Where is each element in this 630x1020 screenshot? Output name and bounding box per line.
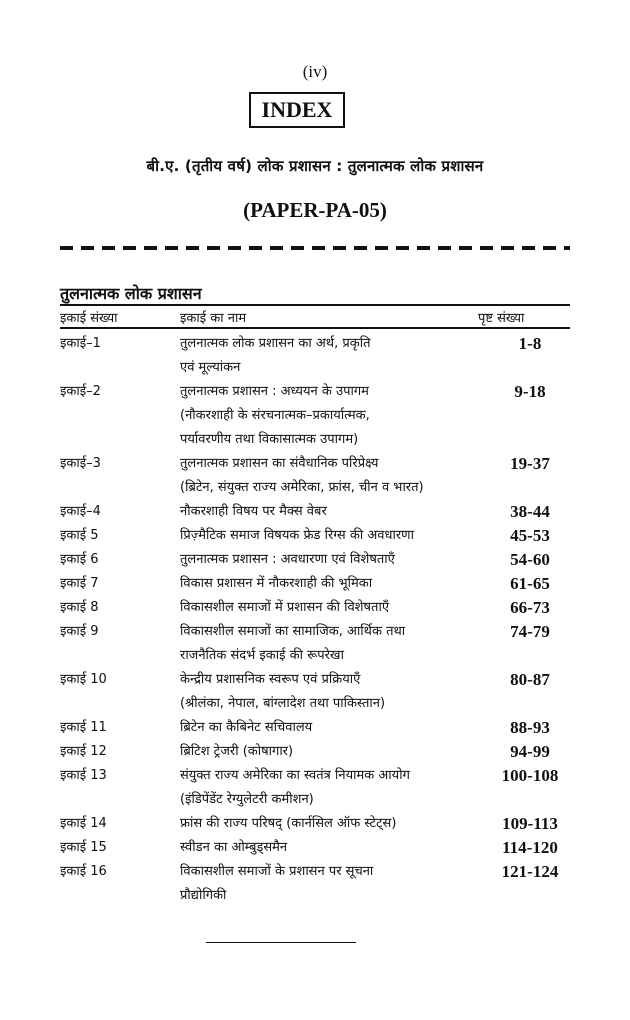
unit-title [180,452,490,500]
unit-number: इकाई 9 [60,624,99,639]
table-row [60,380,570,452]
unit-title-line: (ब्रिटेन, संयुक्त राज्य अमेरिका, फ्रांस, चीन व भारत) [180,480,424,495]
page-range: 19-37 [510,454,550,473]
unit-title-line: तुलनात्मक प्रशासन : अध्ययन के उपागम [180,384,369,399]
table-row [60,668,570,716]
unit-number: इकाई 16 [60,864,107,879]
table-row [60,740,570,764]
unit-title-line: तुलनात्मक प्रशासन : अवधारणा एवं विशेषताएँ [180,552,395,567]
footer-rule [206,942,356,943]
unit-title [180,668,490,716]
unit-title-line: पर्यावरणीय तथा विकासात्मक उपागम) [180,432,359,447]
index-heading: INDEX [249,92,345,128]
unit-number: इकाई 14 [60,816,107,831]
unit-title [180,572,490,596]
unit-title [180,380,490,452]
unit-title-line: (इंडिपेंडेंट रेग्युलेटरी कमीशन) [180,792,314,807]
table-row [60,764,570,812]
unit-number: इकाई 10 [60,672,107,687]
unit-title-line: नौकरशाही विषय पर मैक्स वेबर [180,504,327,519]
unit-number: इकाई 12 [60,744,107,759]
unit-title [180,740,490,764]
page-range: 94-99 [510,742,550,761]
page-range: 1-8 [518,334,542,353]
table-row [60,716,570,740]
unit-title-line: प्रिज़्मैटिक समाज विषयक फ्रेड रिग्स की अवधारणा [180,528,414,543]
index-table-body [60,332,570,908]
page-range: 88-93 [510,718,550,737]
table-header-rule [60,327,570,329]
page-range: 121-124 [501,862,559,881]
unit-number: इकाई–2 [60,384,101,399]
unit-title-line: स्वीडन का ओम्बुड्समैन [180,840,288,855]
page-range: 80-87 [510,670,550,689]
unit-number: इकाई–4 [60,504,101,519]
unit-title-line: (नौकरशाही के संरचनात्मक–प्रकार्यात्मक, [180,408,370,423]
page-range: 45-53 [510,526,550,545]
table-row [60,596,570,620]
unit-title [180,620,490,668]
table-row [60,548,570,572]
table-row [60,620,570,668]
table-top-rule [60,304,570,306]
unit-title [180,332,490,380]
page-range: 9-18 [514,382,546,401]
unit-title [180,860,490,908]
unit-title-line: तुलनात्मक लोक प्रशासन का अर्थ, प्रकृति [180,336,371,351]
course-subtitle: बी.ए. (तृतीय वर्ष) लोक प्रशासन : तुलनात्मक लोक प्रशासन [146,157,484,175]
unit-title [180,716,490,740]
dashed-divider [60,246,570,250]
table-row [60,572,570,596]
unit-number: इकाई 11 [60,720,107,735]
unit-title-line: केन्द्रीय प्रशासनिक स्वरूप एवं प्रक्रियाएँ [180,672,361,687]
section-title: तुलनात्मक लोक प्रशासन [60,284,202,303]
header-unit: इकाई संख्या [60,311,118,326]
unit-title [180,548,490,572]
table-row [60,812,570,836]
unit-title-line: विकासशील समाजों में प्रशासन की विशेषताएँ [180,600,390,615]
page-range: 74-79 [510,622,550,641]
unit-title-line: ब्रिटेन का कैबिनेट सचिवालय [180,720,313,735]
page-range: 38-44 [510,502,550,521]
unit-title [180,524,490,548]
table-row [60,332,570,380]
unit-title [180,836,490,860]
table-row [60,860,570,908]
table-row [60,500,570,524]
unit-title-line: संयुक्त राज्य अमेरिका का स्वतंत्र नियामक आयोग [180,768,410,783]
unit-title-line: विकास प्रशासन में नौकरशाही की भूमिका [180,576,373,591]
unit-title-line: तुलनात्मक प्रशासन का संवैधानिक परिप्रेक्ष्य [180,456,379,471]
unit-number: इकाई–3 [60,456,101,471]
unit-title [180,500,490,524]
page-range: 114-120 [502,838,558,857]
unit-title-line: ब्रिटिश ट्रेजरी (कोषागार) [180,744,294,759]
unit-title-line: विकासशील समाजों का सामाजिक, आर्थिक तथा [180,624,406,639]
header-title: इकाई का नाम [180,311,247,326]
table-row [60,836,570,860]
unit-title-line: फ्रांस की राज्य परिषद् (कार्नसिल ऑफ स्टेट्स) [180,816,397,831]
table-row [60,452,570,500]
unit-title-line: राजनैतिक संदर्भ इकाई की रूपरेखा [180,648,344,663]
page-range: 100-108 [501,766,559,785]
unit-title-line: विकासशील समाजों के प्रशासन पर सूचना [180,864,374,879]
page-range: 66-73 [510,598,550,617]
unit-title [180,812,490,836]
unit-title [180,764,490,812]
unit-number: इकाई 8 [60,600,99,615]
page-range: 61-65 [510,574,550,593]
unit-title [180,596,490,620]
page-range: 109-113 [502,814,558,833]
paper-code: (PAPER-PA-05) [243,198,387,222]
page-number: (iv) [302,62,328,81]
unit-number: इकाई 15 [60,840,107,855]
unit-number: इकाई 6 [60,552,99,567]
unit-number: इकाई 5 [60,528,99,543]
header-page: पृष्ट संख्या [478,311,525,326]
unit-title-line: (श्रीलंका, नेपाल, बांग्लादेश तथा पाकिस्तान) [180,696,386,711]
unit-title-line: प्रौद्योगिकी [180,888,227,903]
unit-title-line: एवं मूल्यांकन [180,360,241,375]
page-range: 54-60 [510,550,550,569]
unit-number: इकाई–1 [60,336,101,351]
unit-number: इकाई 13 [60,768,107,783]
table-row [60,524,570,548]
unit-number: इकाई 7 [60,576,99,591]
